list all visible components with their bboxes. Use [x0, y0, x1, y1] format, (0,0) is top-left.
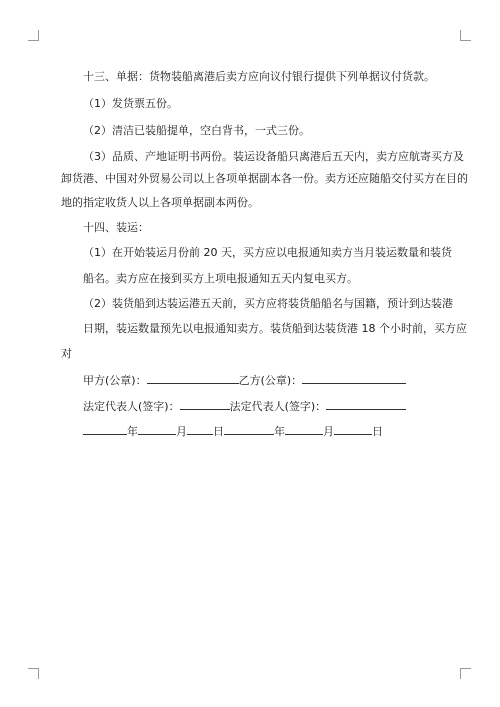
crop-mark-top-left	[28, 30, 39, 41]
rep-a-signature-blank	[180, 399, 230, 410]
rep-b-signature-blank	[326, 399, 406, 410]
date-a-year-label: 年	[127, 425, 138, 438]
section-13-heading: 十三、单据：货物装船离港后卖方应向议付银行提供下列单据议付货款。	[83, 70, 435, 83]
date-a-month-label: 月	[176, 425, 187, 438]
section-14-item-2-line-1: （2）装货船到达装运港五天前，买方应将装货船船名与国籍，预计到达装港	[83, 297, 453, 310]
party-a-seal-blank	[147, 373, 239, 384]
date-b-day-label: 日	[372, 425, 383, 438]
section-14-item-1-line-1: （1）在开始装运月份前 20 天，买方应以电报通知卖方当月装运数量和装货	[83, 246, 452, 259]
date-b-year-label: 年	[274, 425, 285, 438]
date-a-year-blank	[83, 424, 127, 435]
party-b-seal-blank	[302, 373, 406, 384]
date-b-day-blank	[334, 424, 372, 435]
section-13-item-3-line-2: 卸货港、中国对外贸易公司以上各项单据副本各一份。卖方还应随船交付买方在目的	[61, 172, 468, 185]
crop-mark-bottom-right	[460, 668, 471, 679]
party-a-seal-label: 甲方(公章)：	[83, 374, 147, 387]
rep-a-signature-label: 法定代表人(签字)：	[83, 400, 180, 413]
date-a-month-blank	[138, 424, 176, 435]
section-14-item-2-line-3: 对	[61, 347, 72, 360]
party-seal-row	[83, 373, 406, 388]
representative-row	[83, 399, 406, 414]
section-13-item-3-line-1: （3）品质、产地证明书两份。装运设备船只离港后五天内，卖方应航寄买方及	[83, 150, 464, 163]
date-a-day-blank	[187, 424, 213, 435]
party-b-seal-label: 乙方(公章)：	[238, 374, 303, 387]
section-13-item-1: （1）发货票五份。	[83, 97, 178, 110]
date-a-day-label: 日	[213, 425, 224, 438]
crop-mark-top-right	[460, 30, 471, 41]
section-13-item-2: （2）清洁已装船提单，空白背书，一式三份。	[83, 124, 310, 137]
crop-mark-bottom-left	[28, 668, 39, 679]
rep-b-signature-label: 法定代表人(签字)：	[229, 400, 327, 413]
section-14-item-2-line-2: 日期，装运数量预先以电报通知卖方。装货船到达装货港 18 个小时前，买方应	[83, 322, 467, 335]
date-row	[83, 424, 383, 439]
date-b-month-blank	[285, 424, 323, 435]
date-b-month-label: 月	[323, 425, 334, 438]
section-14-item-1-line-2: 船名。卖方应在接到买方上项电报通知五天内复电买方。	[83, 272, 358, 285]
section-13-item-3-line-3: 地的指定收货人以上各项单据副本两份。	[61, 196, 259, 209]
date-b-year-blank	[224, 424, 274, 435]
section-14-heading: 十四、装运：	[83, 221, 149, 234]
